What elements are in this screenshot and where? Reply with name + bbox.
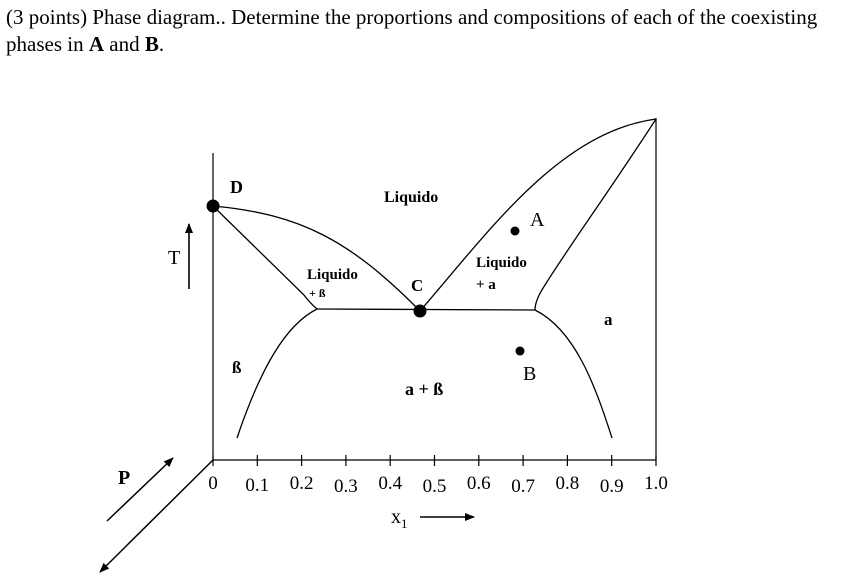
point-b-reference: B <box>144 32 159 56</box>
pressure-arrow-up <box>107 458 173 521</box>
pressure-arrow-down <box>100 460 213 572</box>
composition-tick-labels <box>208 473 668 497</box>
beta-solvus-curve <box>237 309 317 438</box>
beta-region-label: ß <box>232 358 242 377</box>
point-b-marker <box>516 347 525 356</box>
point-d-marker <box>207 200 220 213</box>
question-conjunction: and <box>104 32 145 56</box>
composition-axis-label <box>391 506 408 531</box>
x-tick-label: 0.2 <box>289 473 314 494</box>
x-tick-label: 0.8 <box>555 473 580 494</box>
liquid-alpha-region-label-line2: + a <box>476 277 496 293</box>
point-c-marker <box>414 305 427 318</box>
liquid-beta-region-label-line1: Liquido <box>307 267 358 283</box>
x-tick-label: 0.7 <box>511 476 535 497</box>
solidus-left-line <box>213 206 317 309</box>
point-a-marker <box>511 227 520 236</box>
liquid-region-label: Liquido <box>384 189 439 206</box>
question-suffix: . <box>158 32 165 56</box>
x-tick-label: 0.5 <box>422 476 447 497</box>
composition-axis-subscript: 1 <box>401 516 408 531</box>
point-a-reference: A <box>88 32 104 56</box>
alpha-region-label: a <box>604 310 613 329</box>
pressure-axis-label: P <box>118 467 131 489</box>
liquid-alpha-region-label-line1: Liquido <box>476 255 527 271</box>
x-tick-label: 0.3 <box>334 476 358 497</box>
point-b-label: B <box>523 363 537 385</box>
question-prefix: (3 points) Phase diagram.. Determine the proportions and compositions of each of the coexisting phases in <box>6 5 818 56</box>
x-tick-label: 0 <box>208 473 218 494</box>
alpha-solvus-curve <box>535 310 612 438</box>
x-tick-label: 0.6 <box>466 473 491 494</box>
point-c-label: C <box>411 276 424 295</box>
composition-axis-symbol: x <box>391 506 401 528</box>
solidus-right-curve <box>535 119 656 310</box>
temperature-axis-label: T <box>168 247 181 269</box>
liquid-beta-region-label-line2: + ß <box>309 286 326 300</box>
x-tick-label: 0.1 <box>245 475 270 496</box>
alpha-beta-region-label: a + ß <box>405 379 444 399</box>
x-tick-label: 1.0 <box>644 473 668 494</box>
point-a-label: A <box>530 209 545 231</box>
x-tick-label: 0.4 <box>378 473 403 494</box>
x-tick-label: 0.9 <box>599 476 624 497</box>
point-d-label: D <box>230 177 243 197</box>
